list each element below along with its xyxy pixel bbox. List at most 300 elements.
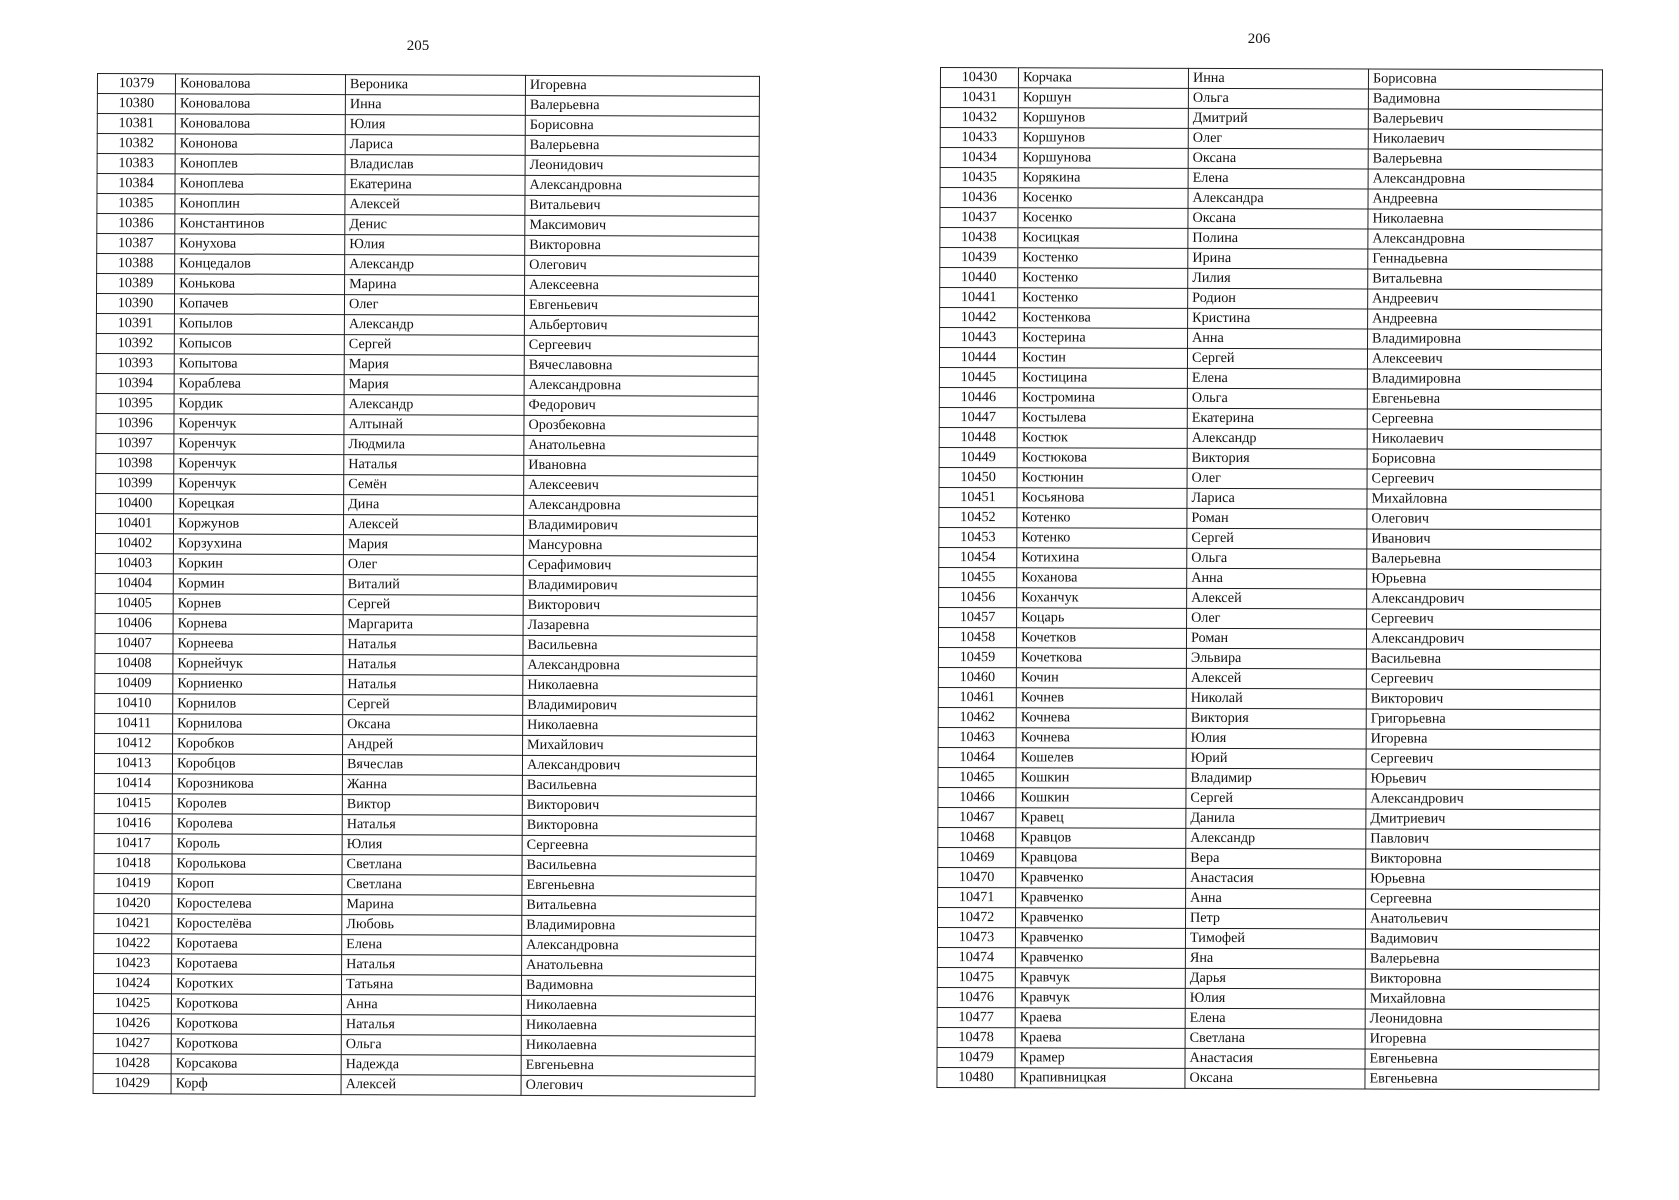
last-name-cell: Косенко [1018,188,1188,209]
table-row [939,587,1601,609]
page-number-205: 205 [406,38,430,54]
record-number-cell: 10421 [94,913,172,933]
last-name-cell: Коренчук [174,414,344,435]
table-row [938,707,1600,729]
first-name-cell: Наталья [341,1015,521,1036]
table-row [937,1067,1599,1089]
last-name-cell: Корнеева [173,634,343,655]
record-number-cell: 10479 [937,1047,1015,1067]
record-number-cell: 10450 [939,467,1017,487]
first-name-cell: Ольга [1187,388,1367,409]
patronymic-cell: Владимировна [1368,329,1602,350]
record-number-cell: 10430 [940,68,1018,88]
patronymic-cell: Валерьевна [525,135,759,156]
last-name-cell: Костылева [1017,408,1187,429]
table-row [939,367,1601,389]
record-number-cell: 10424 [93,973,171,993]
last-name-cell: Копачев [174,294,344,315]
first-name-cell: Андрей [343,735,523,756]
first-name-cell: Денис [345,215,525,236]
record-number-cell: 10447 [939,407,1017,427]
table-row [939,447,1601,469]
last-name-cell: Котихина [1017,548,1187,569]
first-name-cell: Екатерина [345,175,525,196]
first-name-cell: Кристина [1188,308,1368,329]
table-row [939,507,1601,529]
table-row [939,427,1601,449]
first-name-cell: Наталья [342,815,522,836]
record-number-cell: 10443 [940,328,1018,348]
record-number-cell: 10417 [94,833,172,853]
last-name-cell: Копылов [174,314,344,335]
table-row [938,727,1600,749]
table-row [940,68,1602,90]
record-number-cell: 10433 [940,128,1018,148]
last-name-cell: Конькова [175,274,345,295]
first-name-cell: Анна [341,995,521,1016]
table-row [940,308,1602,330]
last-name-cell: Корнилов [173,694,343,715]
first-name-cell: Оксана [1185,1068,1365,1089]
patronymic-cell: Юрьевна [1366,869,1600,890]
last-name-cell: Константинов [175,214,345,235]
record-number-cell: 10413 [94,753,172,773]
record-number-cell: 10434 [940,148,1018,168]
patronymic-cell: Викторович [523,595,757,616]
first-name-cell: Елена [1188,168,1368,189]
first-name-cell: Светлана [342,855,522,876]
table-row [939,607,1601,629]
last-name-cell: Кошкин [1016,788,1186,809]
last-name-cell: Кононова [175,134,345,155]
patronymic-cell: Геннадьевна [1368,249,1602,270]
record-number-cell: 10426 [93,1013,171,1033]
patronymic-cell: Юрьевич [1366,769,1600,790]
last-name-cell: Кочин [1016,668,1186,689]
first-name-cell: Инна [345,95,525,116]
first-name-cell: Олег [343,555,523,576]
first-name-cell: Елена [342,935,522,956]
last-name-cell: Корнева [173,614,343,635]
first-name-cell: Ольга [1187,548,1367,569]
first-name-cell: Александр [345,255,525,276]
first-name-cell: Анна [1187,568,1367,589]
patronymic-cell: Дмитриевич [1366,809,1600,830]
patronymic-cell: Викторовна [522,815,756,836]
record-number-cell: 10432 [940,108,1018,128]
record-number-cell: 10457 [939,607,1017,627]
record-number-cell: 10387 [97,234,175,254]
last-name-cell: Коркин [173,554,343,575]
first-name-cell: Вероника [345,75,525,96]
patronymic-cell: Николаевна [1368,209,1602,230]
first-name-cell: Жанна [342,775,522,796]
record-number-cell: 10400 [96,493,174,513]
last-name-cell: Коршунова [1018,148,1188,169]
record-number-cell: 10404 [95,573,173,593]
record-number-cell: 10409 [95,673,173,693]
last-name-cell: Кравченко [1015,928,1185,949]
record-number-cell: 10410 [95,693,173,713]
record-number-cell: 10391 [96,313,174,333]
record-number-cell: 10412 [95,733,173,753]
record-number-cell: 10446 [939,387,1017,407]
record-number-cell: 10449 [939,447,1017,467]
first-name-cell: Ольга [1188,88,1368,109]
patronymic-cell: Олегович [525,255,759,276]
roster-table-page-206 [936,67,1603,1090]
patronymic-cell: Лазаревна [523,615,757,636]
last-name-cell: Кочетков [1016,628,1186,649]
table-row [937,1027,1599,1049]
last-name-cell: Кравченко [1015,908,1185,929]
first-name-cell: Анна [1188,328,1368,349]
first-name-cell: Олег [344,295,524,316]
first-name-cell: Сергей [344,335,524,356]
last-name-cell: Кочеткова [1016,648,1186,669]
patronymic-cell: Сергеевич [1366,669,1600,690]
first-name-cell: Мария [344,355,524,376]
record-number-cell: 10442 [940,308,1018,328]
patronymic-cell: Андреевна [1368,189,1602,210]
last-name-cell: Короткова [171,994,341,1015]
record-number-cell: 10422 [94,933,172,953]
patronymic-cell: Александровна [1368,169,1602,190]
first-name-cell: Полина [1188,228,1368,249]
first-name-cell: Алексей [1187,588,1367,609]
last-name-cell: Короткова [171,1014,341,1035]
patronymic-cell: Евгеньевна [1365,1049,1599,1070]
last-name-cell: Кравченко [1015,948,1185,969]
table-row [939,387,1601,409]
first-name-cell: Александр [1187,428,1367,449]
last-name-cell: Корякина [1018,168,1188,189]
table-row [938,627,1600,649]
last-name-cell: Кормин [173,574,343,595]
last-name-cell: Коротаева [172,934,342,955]
patronymic-cell: Сергеевна [1367,409,1601,430]
table-row [939,567,1601,589]
first-name-cell: Олег [1187,608,1367,629]
last-name-cell: Конухова [175,234,345,255]
record-number-cell: 10395 [96,393,174,413]
last-name-cell: Костюк [1017,428,1187,449]
patronymic-cell: Александрович [1366,789,1600,810]
last-name-cell: Кошкин [1016,768,1186,789]
patronymic-cell: Игоревна [1365,1029,1599,1050]
first-name-cell: Семён [344,475,524,496]
last-name-cell: Коржунов [173,514,343,535]
patronymic-cell: Альбертович [524,315,758,336]
patronymic-cell: Вадимович [1365,929,1599,950]
record-number-cell: 10429 [93,1073,171,1093]
record-number-cell: 10462 [938,707,1016,727]
patronymic-cell: Владимирович [523,515,757,536]
last-name-cell: Корнилова [173,714,343,735]
patronymic-cell: Анатольевна [522,955,756,976]
table-row [940,328,1602,350]
patronymic-cell: Валерьевна [1368,149,1602,170]
last-name-cell: Костенко [1018,288,1188,309]
first-name-cell: Марина [342,895,522,916]
patronymic-cell: Михайловна [1365,989,1599,1010]
first-name-cell: Светлана [342,875,522,896]
record-number-cell: 10445 [939,367,1017,387]
patronymic-cell: Андреевич [1368,289,1602,310]
last-name-cell: Костюкова [1017,448,1187,469]
first-name-cell: Юрий [1186,748,1366,769]
last-name-cell: Крапивницкая [1015,1068,1185,1089]
record-number-cell: 10458 [938,627,1016,647]
record-number-cell: 10441 [940,288,1018,308]
first-name-cell: Инна [1188,68,1368,89]
record-number-cell: 10385 [97,194,175,214]
record-number-cell: 10406 [95,613,173,633]
patronymic-cell: Владимировна [522,915,756,936]
record-number-cell: 10423 [94,953,172,973]
table-row [938,787,1600,809]
table-row [940,208,1602,230]
patronymic-cell: Александровна [525,175,759,196]
patronymic-cell: Павлович [1366,829,1600,850]
patronymic-cell: Евгеньевич [524,295,758,316]
record-number-cell: 10408 [95,653,173,673]
record-number-cell: 10414 [94,773,172,793]
patronymic-cell: Александрович [1366,629,1600,650]
last-name-cell: Костенкова [1018,308,1188,329]
first-name-cell: Ольга [341,1035,521,1056]
record-number-cell: 10405 [95,593,173,613]
last-name-cell: Костерина [1018,328,1188,349]
record-number-cell: 10435 [940,168,1018,188]
record-number-cell: 10392 [96,333,174,353]
first-name-cell: Лилия [1188,268,1368,289]
patronymic-cell: Андреевна [1368,309,1602,330]
last-name-cell: Королькова [172,854,342,875]
patronymic-cell: Игоревна [525,75,759,96]
record-number-cell: 10461 [938,687,1016,707]
patronymic-cell: Алексеевна [525,275,759,296]
table-row [940,148,1602,170]
patronymic-cell: Евгеньевна [522,875,756,896]
last-name-cell: Коновалова [175,94,345,115]
record-number-cell: 10480 [937,1067,1015,1087]
first-name-cell: Анастасия [1185,1048,1365,1069]
patronymic-cell: Николаевич [1368,129,1602,150]
record-number-cell: 10471 [938,887,1016,907]
first-name-cell: Ирина [1188,248,1368,269]
last-name-cell: Корзухина [173,534,343,555]
record-number-cell: 10415 [94,793,172,813]
first-name-cell: Сергей [1186,788,1366,809]
first-name-cell: Наталья [343,675,523,696]
last-name-cell: Кравцова [1016,848,1186,869]
first-name-cell: Анна [1186,888,1366,909]
patronymic-cell: Васильевна [1366,649,1600,670]
first-name-cell: Вячеслав [342,755,522,776]
patronymic-cell: Леонидович [525,155,759,176]
last-name-cell: Кравченко [1016,868,1186,889]
first-name-cell: Юлия [342,835,522,856]
last-name-cell: Коротких [171,974,341,995]
first-name-cell: Татьяна [341,975,521,996]
record-number-cell: 10388 [97,254,175,274]
first-name-cell: Марина [345,275,525,296]
table-row [938,667,1600,689]
last-name-cell: Коханчук [1017,588,1187,609]
first-name-cell: Лариса [1187,488,1367,509]
patronymic-cell: Игоревна [1366,729,1600,750]
patronymic-cell: Юрьевна [1367,569,1601,590]
table-row [940,228,1602,250]
first-name-cell: Александр [344,395,524,416]
last-name-cell: Корчака [1018,68,1188,89]
patronymic-cell: Ивановна [524,455,758,476]
first-name-cell: Виктор [342,795,522,816]
record-number-cell: 10444 [939,348,1017,368]
last-name-cell: Коноплев [175,154,345,175]
patronymic-cell: Александрович [1367,589,1601,610]
patronymic-cell: Сергеевич [1367,469,1601,490]
record-number-cell: 10466 [938,787,1016,807]
last-name-cell: Коршунов [1018,108,1188,129]
patronymic-cell: Борисовна [1368,69,1602,90]
table-row [937,1047,1599,1069]
table-row [938,767,1600,789]
record-number-cell: 10436 [940,188,1018,208]
patronymic-cell: Владимировна [1367,369,1601,390]
first-name-cell: Родион [1188,288,1368,309]
patronymic-cell: Вячеславовна [524,355,758,376]
patronymic-cell: Леонидовна [1365,1009,1599,1030]
last-name-cell: Коростелёва [172,914,342,935]
patronymic-cell: Николаевна [523,715,757,736]
last-name-cell: Кочнев [1016,688,1186,709]
first-name-cell: Николай [1186,688,1366,709]
patronymic-cell: Сергеевич [524,335,758,356]
patronymic-cell: Михайловна [1367,489,1601,510]
patronymic-cell: Мансуровна [523,535,757,556]
last-name-cell: Кравченко [1016,888,1186,909]
patronymic-cell: Евгеньевна [1367,389,1601,410]
last-name-cell: Коренчук [174,454,344,475]
first-name-cell: Маргарита [343,615,523,636]
patronymic-cell: Владимирович [523,575,757,596]
table-row [939,348,1601,370]
table-row [939,527,1601,549]
record-number-cell: 10407 [95,633,173,653]
first-name-cell: Екатерина [1187,408,1367,429]
patronymic-cell: Викторовна [1365,969,1599,990]
first-name-cell: Сергей [1187,528,1367,549]
patronymic-cell: Васильевна [522,775,756,796]
record-number-cell: 10440 [940,268,1018,288]
patronymic-cell: Вадимовна [521,975,755,996]
record-number-cell: 10469 [938,847,1016,867]
record-number-cell: 10465 [938,767,1016,787]
last-name-cell: Корнейчук [173,654,343,675]
first-name-cell: Юлия [345,115,525,136]
first-name-cell: Александра [1188,188,1368,209]
last-name-cell: Котенко [1017,528,1187,549]
table-row [939,407,1601,429]
first-name-cell: Оксана [343,715,523,736]
patronymic-cell: Серафимович [523,555,757,576]
record-number-cell: 10390 [96,294,174,314]
record-number-cell: 10381 [97,114,175,134]
record-number-cell: 10456 [939,587,1017,607]
patronymic-cell: Викторович [522,795,756,816]
patronymic-cell: Максимович [525,215,759,236]
record-number-cell: 10420 [94,893,172,913]
table-row [940,288,1602,310]
first-name-cell: Алексей [341,1075,521,1096]
patronymic-cell: Валерьевна [1365,949,1599,970]
record-number-cell: 10427 [93,1033,171,1053]
table-row [939,487,1601,509]
last-name-cell: Косьянова [1017,488,1187,509]
first-name-cell: Юлия [345,235,525,256]
record-number-cell: 10452 [939,507,1017,527]
patronymic-cell: Сергеевич [1367,609,1601,630]
last-name-cell: Королева [172,814,342,835]
patronymic-cell: Алексеевич [524,475,758,496]
last-name-cell: Крамер [1015,1048,1185,1069]
last-name-cell: Кордик [174,394,344,415]
record-number-cell: 10437 [940,208,1018,228]
table-row [938,827,1600,849]
record-number-cell: 10394 [96,373,174,393]
patronymic-cell: Евгеньевна [1365,1069,1599,1090]
last-name-cell: Коршунов [1018,128,1188,149]
table-row [940,168,1602,190]
patronymic-cell: Александровна [522,935,756,956]
patronymic-cell: Васильевна [522,855,756,876]
table-row [937,1007,1599,1029]
patronymic-cell: Александровна [1368,229,1602,250]
table-row [940,128,1602,150]
last-name-cell: Косицкая [1018,228,1188,249]
record-number-cell: 10467 [938,807,1016,827]
patronymic-cell: Орозбековна [524,415,758,436]
record-number-cell: 10468 [938,827,1016,847]
last-name-cell: Кравчук [1015,988,1185,1009]
last-name-cell: Коротаева [172,954,342,975]
record-number-cell: 10448 [939,427,1017,447]
last-name-cell: Кочнева [1016,728,1186,749]
patronymic-cell: Николаевна [521,1035,755,1056]
table-row [93,1073,755,1096]
record-number-cell: 10399 [96,473,174,493]
table-row [937,907,1599,929]
record-number-cell: 10470 [938,867,1016,887]
last-name-cell: Королев [172,794,342,815]
first-name-cell: Наталья [342,955,522,976]
first-name-cell: Дмитрий [1188,108,1368,129]
first-name-cell: Алексей [1186,668,1366,689]
record-number-cell: 10393 [96,353,174,373]
first-name-cell: Владимир [1186,768,1366,789]
last-name-cell: Король [172,834,342,855]
record-number-cell: 10397 [96,433,174,453]
first-name-cell: Данила [1186,808,1366,829]
last-name-cell: Косенко [1018,208,1188,229]
first-name-cell: Оксана [1188,208,1368,229]
first-name-cell: Эльвира [1186,648,1366,669]
last-name-cell: Кравчук [1015,968,1185,989]
last-name-cell: Кошелев [1016,748,1186,769]
first-name-cell: Алексей [345,195,525,216]
